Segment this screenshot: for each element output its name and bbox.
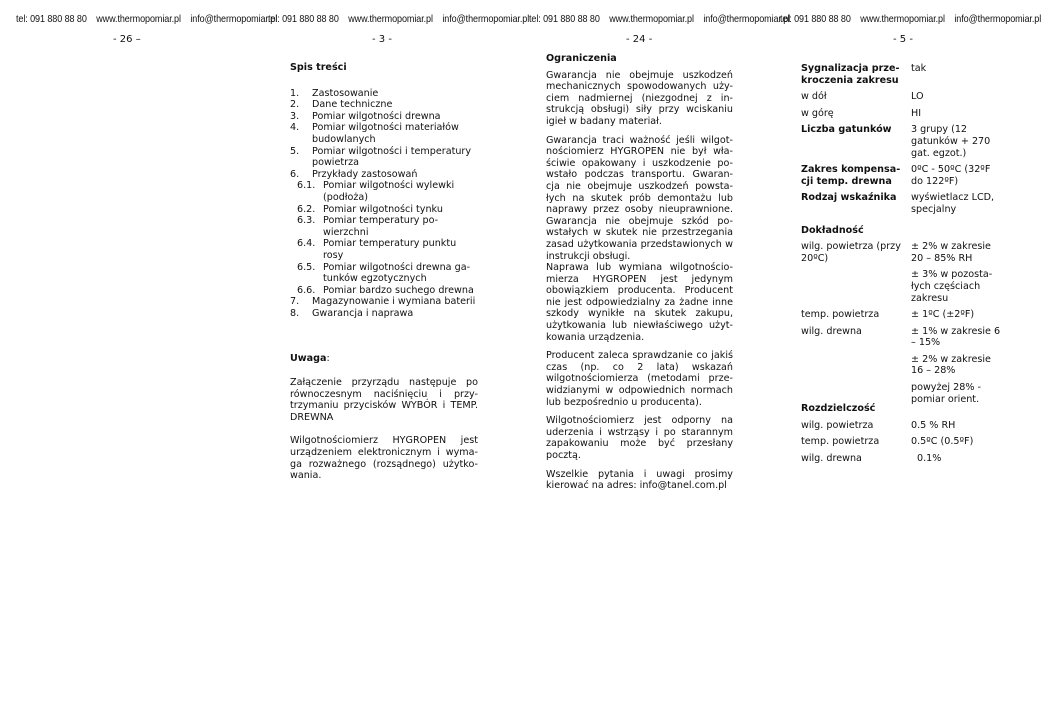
header-website: www.thermopomiar.pl xyxy=(348,13,433,25)
toc-item xyxy=(290,215,478,238)
spec-key: wilg. powietrza (przy 20ºC) xyxy=(801,241,901,264)
warranty-paragraph: Gwarancja nie obejmuje uszkodzeń mechanicznych spowodowanych uży-ciem nadmiernej (niezgodnej z in-strukcją obsługi) siły przy wciskaniu igieł w badany materiał. xyxy=(546,69,733,127)
toc-text: Pomiar wilgotności materiałów budowlanych xyxy=(312,122,459,145)
spec-key: wilg. drewna xyxy=(801,325,862,337)
spec-row xyxy=(801,420,1001,432)
spec-row xyxy=(801,192,1001,215)
toc-number: 6.2. xyxy=(297,203,316,215)
toc-title: Spis treści xyxy=(290,62,347,73)
spec-value: HI xyxy=(911,107,922,119)
toc-text: Dane techniczne xyxy=(312,99,393,111)
spec-row xyxy=(801,124,1001,159)
spec-row xyxy=(801,309,1001,321)
toc-text: Magazynowanie i wymiana baterii xyxy=(312,296,476,308)
header-website: www.thermopomiar.pl xyxy=(860,13,945,25)
warranty-column xyxy=(546,53,733,492)
header-phone: tel: 091 880 88 80 xyxy=(529,13,600,25)
spec-key: temp. powietrza xyxy=(801,436,880,448)
warranty-paragraph: Gwarancja traci ważność jeśli wilgot-nościomierz HYGROPEN nie był wła-ściwie opakowany i uszkodzenie po-wstało podczas transportu. Gwaran-cja nie obejmuje uszkodzeń powsta-łych na skutek prób demontażu lub naprawy przez osoby nieuprawnione. Gwarancja nie obejmuje szkód po-wstałych w skutek nie przestrzegania zasad użytkowania przedstawionych w instrukcji obsługi. xyxy=(546,134,733,262)
toc-number: 6.6. xyxy=(297,284,316,296)
spec-row xyxy=(801,164,1001,187)
spec-row xyxy=(801,108,1001,120)
spec-key: wilg. drewna xyxy=(801,453,862,465)
note-title: Uwaga xyxy=(290,353,327,365)
toc-item xyxy=(290,262,478,285)
toc-number: 6.1. xyxy=(297,180,316,192)
note-paragraph: Wilgotnościomierz HYGROPEN jest urządzeniem elektronicznym i wyma-ga rozważnego (rozsądnego) użytko-wania. xyxy=(290,435,478,482)
spec-value: ± 3% w pozosta-łych częściach zakresu xyxy=(911,269,993,304)
toc-number: 2. xyxy=(290,99,300,111)
spec-key: wilg. powietrza xyxy=(801,419,874,431)
toc-number: 1. xyxy=(290,87,300,99)
spec-value: 0.5ºC (0.5ºF) xyxy=(911,436,974,448)
spec-key: Sygnalizacja prze-kroczenia zakresu xyxy=(801,63,900,86)
spec-value: 3 grupy (12 gatunków + 270 gat. egzot.) xyxy=(911,124,991,159)
toc-text: Pomiar temperatury punktu rosy xyxy=(323,238,457,261)
toc-item xyxy=(290,285,478,297)
page-number: - 24 - xyxy=(626,34,653,45)
header-phone: tel: 091 880 88 80 xyxy=(780,13,851,25)
toc-number: 7. xyxy=(290,296,300,308)
warranty-paragraph: Naprawa lub wymiana wilgotnościo-mierza HYGROPEN jest jedynym obowiązkiem producenta. Producent nie jest odpowiedzialny za żadne inne szkody wynikłe na skutek zakupu, użytkowania lub niewłaściwego użyt-kowania urządzenia. xyxy=(546,262,733,343)
toc-column xyxy=(290,62,478,482)
spec-row xyxy=(801,453,1001,465)
page-number: - 3 - xyxy=(372,34,392,45)
toc-item xyxy=(290,308,478,320)
spec-value: ± 2% w zakresie 16 – 28% xyxy=(911,353,991,377)
spec-value: wyświetlacz LCD, specjalny xyxy=(911,192,995,215)
spec-value: tak xyxy=(911,63,927,74)
specs-table xyxy=(801,63,1001,465)
spec-value: powyżej 28% - pomiar orient. xyxy=(911,382,981,405)
spec-row xyxy=(801,436,1001,448)
toc-text: Pomiar wilgotności i temperatury powietrza xyxy=(312,145,472,169)
spec-value: ± 1% w zakresie 6 – 15% xyxy=(911,325,1001,349)
warranty-paragraph: Producent zaleca sprawdzanie co jakiś czas (np. co 2 lata) wskazań wilgotnościomierza (metodami prze-widzianymi w odpowiednich normach lub bezpośrednio u producenta). xyxy=(546,350,733,408)
warranty-title: Ograniczenia xyxy=(546,53,617,64)
spec-key: temp. powietrza xyxy=(801,309,880,321)
toc-item xyxy=(290,204,478,216)
spec-row xyxy=(801,269,1001,304)
header-email: info@thermopomiar.pl xyxy=(954,13,1042,25)
toc-number: 6.4. xyxy=(297,238,316,250)
toc-item xyxy=(290,180,478,203)
page-number: - 26 – xyxy=(113,34,141,45)
toc-list xyxy=(290,88,478,320)
toc-text: Gwarancja i naprawa xyxy=(312,307,414,319)
note-heading xyxy=(290,353,478,365)
header-phone: tel: 091 880 88 80 xyxy=(16,13,87,25)
toc-text: Przykłady zastosowań xyxy=(312,168,418,180)
toc-text: Zastosowanie xyxy=(312,87,379,99)
toc-number: 3. xyxy=(290,110,300,122)
toc-number: 4. xyxy=(290,122,300,134)
toc-item xyxy=(290,99,478,111)
toc-number: 8. xyxy=(290,307,300,319)
spec-section-title: Rozdzielczość xyxy=(801,403,876,415)
spec-row xyxy=(801,63,1001,86)
spec-key: w dół xyxy=(801,91,827,103)
toc-number: 6.3. xyxy=(297,215,316,227)
toc-text: Pomiar wilgotności wylewki (podłoża) xyxy=(323,180,455,203)
spec-row xyxy=(801,91,1001,103)
header-phone: tel: 091 880 88 80 xyxy=(268,13,339,25)
toc-text: Pomiar bardzo suchego drewna xyxy=(323,284,474,296)
header-website: www.thermopomiar.pl xyxy=(609,13,694,25)
note-colon: : xyxy=(326,353,330,365)
toc-item xyxy=(290,296,478,308)
spec-value: 0.1% xyxy=(917,453,942,465)
toc-text: Pomiar temperatury po-wierzchni xyxy=(323,215,439,238)
spec-key: w górę xyxy=(801,107,834,119)
page-header xyxy=(16,13,287,25)
toc-number: 6. xyxy=(290,168,300,180)
page-header xyxy=(780,13,1051,25)
page-number: - 5 - xyxy=(893,34,913,45)
spec-value: 0.5 % RH xyxy=(911,419,956,431)
spec-value: ± 1ºC (±2ºF) xyxy=(911,309,975,321)
header-email: info@thermopomiar.pl xyxy=(442,13,530,25)
toc-text: Pomiar wilgotności drewna ga-tunków egzotycznych xyxy=(323,261,471,285)
spec-row xyxy=(801,241,1001,264)
warranty-paragraph: Wilgotnościomierz jest odporny na uderzenia i wstrząsy i po starannym zapakowaniu może być przesłany pocztą. xyxy=(546,415,733,461)
spec-key: Rodzaj wskaźnika xyxy=(801,192,897,204)
header-email: info@thermopomiar.pl xyxy=(703,13,791,25)
spec-section xyxy=(801,225,1001,237)
spec-row xyxy=(801,354,1001,377)
toc-item xyxy=(290,238,478,261)
header-email: info@thermopomiar.pl xyxy=(190,13,278,25)
warranty-paragraph: Wszelkie pytania i uwagi prosimy kierować na adres: info@tanel.com.pl xyxy=(546,468,733,492)
note-paragraph: Załączenie przyrządu następuje po równoczesnym naciśnięciu i przy-trzymaniu przycisków WYBÓR i TEMP. DREWNA xyxy=(290,377,478,423)
toc-item xyxy=(290,169,478,181)
toc-number: 5. xyxy=(290,145,300,157)
page-header xyxy=(529,13,800,25)
toc-item xyxy=(290,111,478,123)
spec-value: ± 2% w zakresie 20 – 85% RH xyxy=(911,241,991,264)
toc-text: Pomiar wilgotności tynku xyxy=(323,203,443,215)
spec-row xyxy=(801,326,1001,349)
page-header xyxy=(268,13,539,25)
toc-item xyxy=(290,88,478,100)
toc-item xyxy=(290,122,478,145)
spec-section-title: Dokładność xyxy=(801,224,864,236)
toc-number: 6.5. xyxy=(297,261,316,273)
spec-row xyxy=(801,382,1001,405)
toc-item xyxy=(290,146,478,169)
header-website: www.thermopomiar.pl xyxy=(96,13,181,25)
spec-key: Zakres kompensa-cji temp. drewna xyxy=(801,164,901,187)
spec-value: 0ºC - 50ºC (32ºF do 122ºF) xyxy=(911,164,991,187)
spec-value: LO xyxy=(911,91,924,103)
spec-key: Liczba gatunków xyxy=(801,124,892,136)
toc-text: Pomiar wilgotności drewna xyxy=(312,110,441,122)
